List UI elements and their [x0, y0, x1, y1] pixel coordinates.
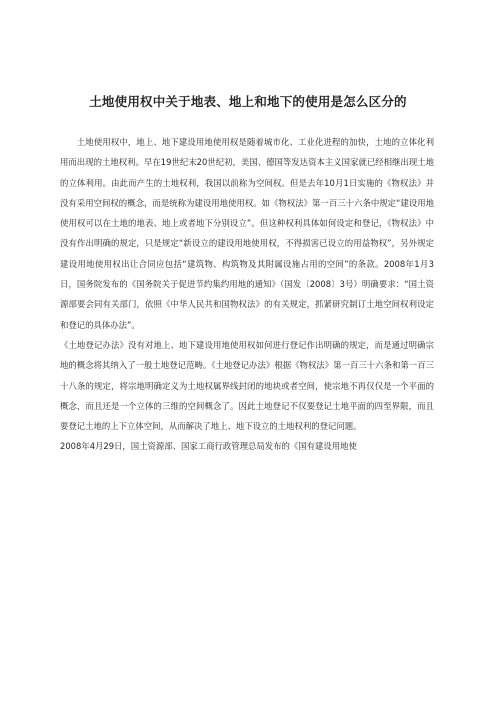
paragraph-3: 2008年4月29日，国土资源部、国家工商行政管理总局发布的《国有建设用地使: [60, 441, 357, 452]
paragraph-2: 《土地登记办法》没有对地上、地下建设用地使用权如何进行登记作出明确的规定，而是通过明确宗地的概念将其纳入了一般土地登记范畴。《土地登记办法》根据《物权法》第一百三十六条和第一百三十八条的规定，将宗地明确定义为土地权属界线封闭的地块或者空间，使宗地不再仅仅是一个平面的概念，而且还是一个立体的三维的空间概念了。因此土地登记不仅要登记土地平面的四至界限，而且要登记土地的上下立体空间，从而解决了地上、地下设立的土地权利的登记问题。: [60, 339, 434, 432]
document-title: 土地使用权中关于地表、地上和地下的使用是怎么区分的: [89, 94, 407, 109]
paragraph-1: 土地使用权中，地上、地下建设用地使用权是随着城市化、工业化进程的加快，土地的立体化利用而出现的土地权利。早在19世纪末20世纪初，美国、德国等发达资本主义国家就已经相继出现土地的立体利用。由此而产生的土地权利，我国以前称为空间权。但是去年10月1日实施的《物权法》并没有采用空间权的概念，而是统称为建设用地使用权。如《物权法》第一百三十六条中规定“建设用地使用权可以在土地的地表、地上或者地下分别设立”。但这种权利具体如何设定和登记，《物权法》中没有作出明确的规定，只是规定“新设立的建设用地使用权，不得损害已设立的用益物权”，另外规定建设用地使用权出让合同应包括“建筑物、构筑物及其附属设施占用的空间”的条款。2008年1月3日，国务院发布的《国务院关于促进节约集约用地的通知》（国发〔2008〕3号）明确要求：“国土资源部要会同有关部门，依照《中华人民共和国物权法》的有关规定，抓紧研究制订土地空间权利设定和登记的具体办法”。: [60, 137, 434, 330]
document-body: [60, 132, 434, 457]
